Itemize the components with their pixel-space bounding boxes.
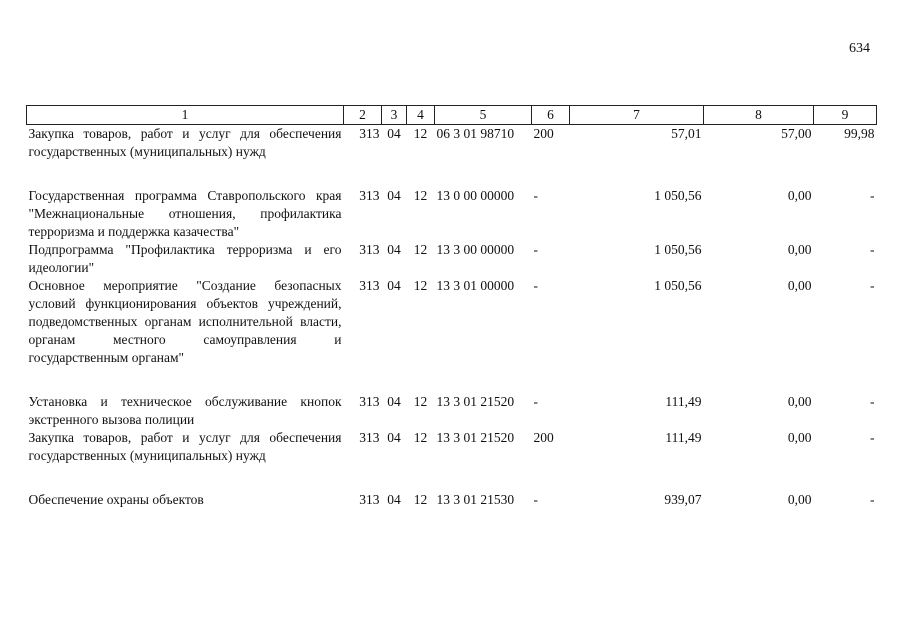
row-col-2: 313 — [359, 430, 380, 445]
row-col-2: 313 — [359, 242, 380, 257]
row-col-7: 939,07 — [664, 492, 702, 507]
row-col-3: 04 — [387, 430, 401, 445]
row-col-5: 13 3 01 00000 — [436, 278, 515, 293]
row-col-3: 04 — [387, 242, 401, 257]
row-col-9: 99,98 — [844, 126, 875, 141]
row-col-6: - — [533, 188, 538, 203]
row-name: Обеспечение охраны объектов — [28, 492, 204, 507]
header-col-6: 6 — [532, 106, 570, 125]
row-col-3: 04 — [387, 492, 401, 507]
table-row — [27, 277, 877, 393]
header-col-5: 5 — [435, 106, 532, 125]
row-col-6: 200 — [533, 430, 554, 445]
row-col-7: 1 050,56 — [654, 242, 702, 257]
row-col-4: 12 — [413, 430, 428, 445]
row-col-2: 313 — [359, 188, 380, 203]
row-col-3: 04 — [387, 126, 401, 141]
row-name: Государственная программа Ставропольского края "Межнациональные отношения, профилактика терроризма и поддержка казачества" — [28, 188, 342, 239]
row-col-6: - — [533, 242, 538, 257]
page-number: 634 — [849, 41, 870, 56]
row-col-8: 57,00 — [781, 126, 812, 141]
row-col-7: 1 050,56 — [654, 188, 702, 203]
budget-table — [26, 105, 877, 509]
header-col-8: 8 — [704, 106, 814, 125]
row-name: Закупка товаров, работ и услуг для обеспечения государственных (муниципальных) нужд — [28, 126, 342, 159]
table-row — [27, 429, 877, 491]
row-col-3: 04 — [387, 394, 401, 409]
row-col-9: - — [870, 188, 875, 203]
row-name: Подпрограмма "Профилактика терроризма и его идеологии" — [28, 242, 342, 275]
row-col-5: 06 3 01 98710 — [436, 126, 515, 141]
row-name: Закупка товаров, работ и услуг для обеспечения государственных (муниципальных) нужд — [28, 430, 342, 463]
row-col-2: 313 — [359, 278, 380, 293]
row-col-8: 0,00 — [787, 278, 812, 293]
row-name: Установка и техническое обслуживание кнопок экстренного вызова полиции — [28, 394, 342, 427]
row-col-3: 04 — [387, 188, 401, 203]
row-col-8: 0,00 — [787, 394, 812, 409]
row-col-5: 13 3 00 00000 — [436, 242, 515, 257]
row-name: Основное мероприятие "Создание безопасных условий функционирования объектов учреждений, подведомственных органам исполнительной власти, органам местного самоуправления и государственным органам" — [28, 278, 342, 365]
row-col-4: 12 — [413, 242, 428, 257]
row-col-3: 04 — [387, 278, 401, 293]
header-col-1: 1 — [27, 106, 344, 125]
row-col-2: 313 — [359, 394, 380, 409]
row-col-4: 12 — [413, 126, 428, 141]
row-col-2: 313 — [359, 126, 380, 141]
row-col-7: 1 050,56 — [654, 278, 702, 293]
row-col-4: 12 — [413, 394, 428, 409]
row-col-8: 0,00 — [787, 188, 812, 203]
row-col-9: - — [870, 492, 875, 507]
table-row — [27, 241, 877, 277]
table-row — [27, 491, 877, 509]
row-col-9: - — [870, 278, 875, 293]
row-col-8: 0,00 — [787, 492, 812, 507]
row-col-6: - — [533, 278, 538, 293]
table-row — [27, 393, 877, 429]
row-col-9: - — [870, 242, 875, 257]
header-col-9: 9 — [814, 106, 877, 125]
row-col-4: 12 — [413, 188, 428, 203]
header-col-4: 4 — [407, 106, 435, 125]
row-col-5: 13 3 01 21520 — [436, 430, 515, 445]
row-col-2: 313 — [359, 492, 380, 507]
row-col-6: 200 — [533, 126, 554, 141]
table-row — [27, 125, 877, 188]
table-header — [27, 106, 877, 125]
row-col-4: 12 — [413, 492, 428, 507]
row-col-4: 12 — [413, 278, 428, 293]
row-col-9: - — [870, 394, 875, 409]
row-col-9: - — [870, 430, 875, 445]
row-col-6: - — [533, 394, 538, 409]
row-col-8: 0,00 — [787, 430, 812, 445]
row-col-6: - — [533, 492, 538, 507]
table-body — [27, 125, 877, 510]
header-col-2: 2 — [344, 106, 382, 125]
header-col-7: 7 — [570, 106, 704, 125]
table-row — [27, 187, 877, 241]
row-col-7: 111,49 — [665, 394, 702, 409]
row-col-5: 13 0 00 00000 — [436, 188, 515, 203]
row-col-5: 13 3 01 21520 — [436, 394, 515, 409]
row-col-7: 111,49 — [665, 430, 702, 445]
header-col-3: 3 — [382, 106, 407, 125]
row-col-7: 57,01 — [671, 126, 702, 141]
row-col-8: 0,00 — [787, 242, 812, 257]
row-col-5: 13 3 01 21530 — [436, 492, 515, 507]
